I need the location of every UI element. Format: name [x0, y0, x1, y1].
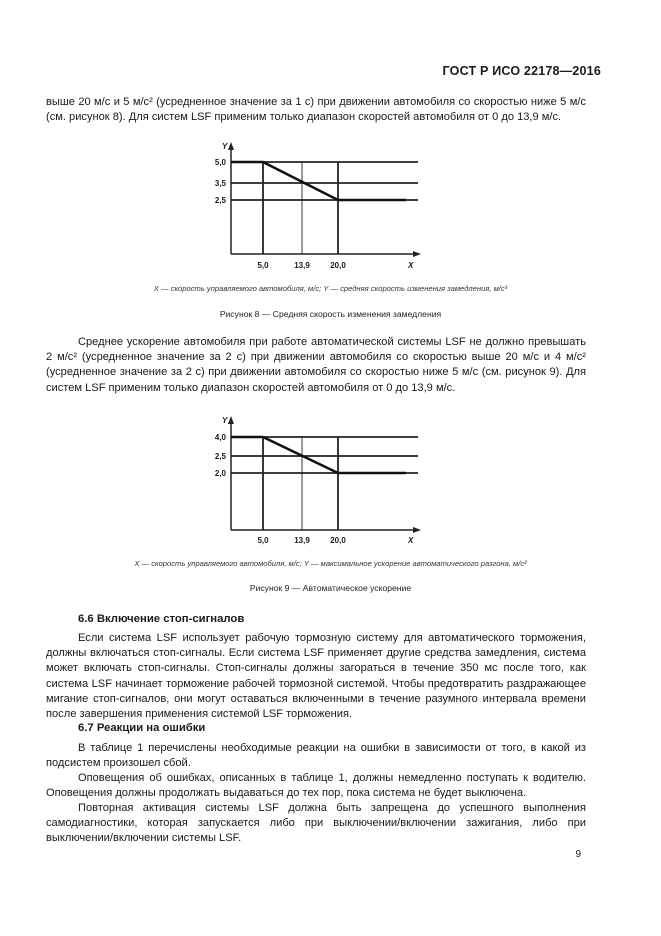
- y-tick-label: 4,0: [214, 433, 226, 442]
- x-tick-label: 13,9: [294, 261, 310, 270]
- y-axis-name: Y: [222, 416, 228, 425]
- paragraph-continuation: выше 20 м/с и 5 м/с² (усредненное значение за 1 с) при движении автомобиля со скоростью ниже 5 м/с (см. рисунок 8). Для систем LSF применим только диапазон скоростей автомобиля от 0 до 13,9 м/с.: [46, 96, 586, 124]
- page-number: 9: [575, 849, 581, 860]
- x-tick-label: 20,0: [330, 261, 346, 270]
- y-tick-label: 3,5: [214, 179, 226, 188]
- figure-9-caption: Рисунок 9 — Автоматическое ускорение: [249, 583, 412, 593]
- figure-9-gridlines: [231, 437, 418, 530]
- figure-8-caption: Рисунок 8 — Средняя скорость изменения замедления: [219, 309, 442, 319]
- x-tick-label: 20,0: [330, 536, 346, 545]
- x-axis-arrow: [413, 527, 421, 533]
- y-tick-label: 5,0: [214, 158, 226, 167]
- x-tick-label: 5,0: [257, 261, 269, 270]
- section-heading-6-7: 6.7 Реакции на ошибки: [78, 722, 206, 734]
- figure-9-legend: X — скорость управляемого автомобиля, м/с; Y — максимальное ускорение автоматического разгона, м/с²: [134, 559, 527, 568]
- y-axis-name: Y: [222, 142, 228, 151]
- figure-9-series-line: [231, 437, 406, 473]
- paragraph-reactivation: Повторная активация системы LSF должна быть запрещена до успешного выполнения самодиагностики, которая запускается либо при выключении/включении зажигания, либо при выключении/включении системы LSF.: [46, 802, 586, 845]
- x-axis-name: X: [408, 261, 414, 270]
- paragraph-acceleration: Среднее ускорение автомобиля при работе автоматической системы LSF не должно превышать 2 м/с² (усредненное значение за 2 с) при движении автомобиля со скоростью выше 20 м/с и 4 м/с² (усредненное значение за 2 с) при движении автомобиля со скоростью ниже 5 м/с (см. рисунок 9). Для систем LSF применим только диапазон скоростей автомобиля от 0 до 13,9 м/с.: [46, 336, 586, 394]
- paragraph-error-table: В таблице 1 перечислены необходимые реакции на ошибки в зависимости от того, в какой из подсистем произошел сбой.: [46, 742, 586, 770]
- x-axis-name: X: [408, 536, 414, 545]
- y-tick-label: 2,0: [214, 469, 226, 478]
- y-axis-arrow: [228, 416, 234, 424]
- paragraph-brake-lights: Если система LSF использует рабочую тормозную систему для автоматического торможения, должны включаться стоп-сигналы. Если система LSF применяет другие средства замедления, система может включать стоп-сигналы. Стоп-сигналы должны загораться в течение 350 мс после того, как система LSF начинает торможение рабочей тормозной системой. Чтобы предотвратить раздражающее мигание стоп-сигналов, они могут оставаться включенными в течение разумного интервала времени после завершения применения системой LSF торможения.: [46, 632, 586, 721]
- document-id: ГОСТ Р ИСО 22178—2016: [442, 64, 601, 78]
- figure-8-legend: X — скорость управляемого автомобиля, м/с; Y — средняя скорость изменения замедления, м/с³: [153, 284, 508, 293]
- x-tick-label: 13,9: [294, 536, 310, 545]
- section-heading-6-6: 6.6 Включение стоп-сигналов: [78, 613, 245, 625]
- paragraph-error-alerts: Оповещения об ошибках, описанных в таблице 1, должны немедленно поступать к водителю. Оповещения должны продолжать выдаваться до тех пор, пока система не будет выключена.: [46, 772, 586, 800]
- y-tick-label: 2,5: [214, 452, 226, 461]
- y-tick-label: 2,5: [214, 196, 226, 205]
- x-tick-label: 5,0: [257, 536, 269, 545]
